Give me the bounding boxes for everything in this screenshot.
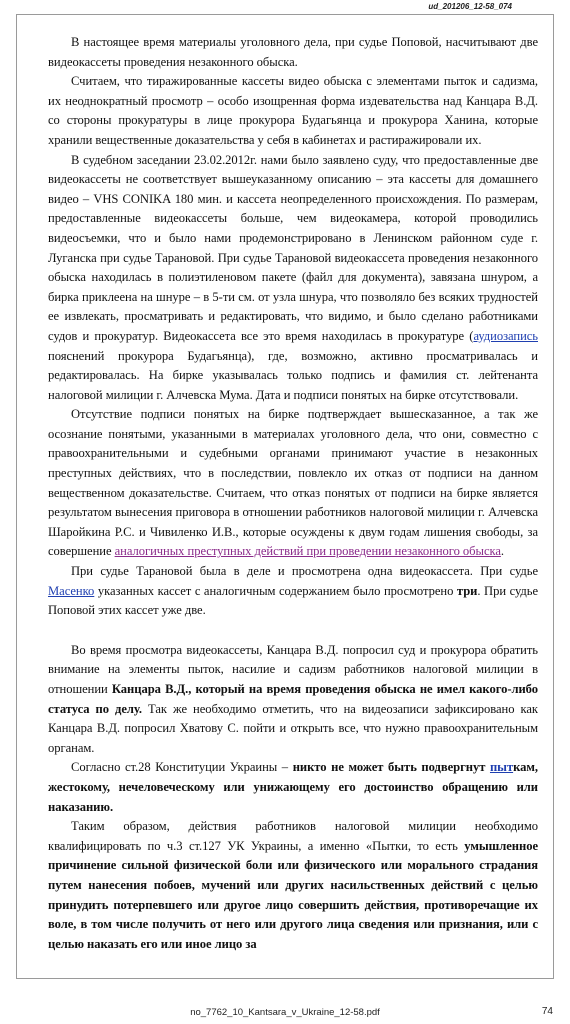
paragraph-6-text-b: Так же необходимо отметить, что на видеозаписи зафиксировано как Канцара В.Д. попросил Хватову С. пойти и открыть все, что нужно правоохранительным органам. [48, 701, 538, 755]
paragraph-6 [48, 641, 538, 759]
paragraph-8 [48, 817, 538, 954]
paragraph-6-text-a: Во время просмотра видеокассеты, Канцара В.Д. попросил суд и прокурора обратить внимание на элементы пыток, насилие и садизм работников налоговой милиции в отношении [48, 642, 538, 696]
paragraph-3-text-a: В судебном заседании 23.02.2012г. нами было заявлено суду, что предоставленные две видеокассеты не соответствует вышеуказанному описанию – эта кассеты для домашнего видео – VHS CONIKA 180 мин. и кассета неопределенного происхождения. По размерам, предоставленные видеокассеты больше, чем видеокамера, которой проводились видеосъемки, что и было нами продемонстрировано в Ленинском районном суде г. Луганска при судье Тарановой. При судье Тарановой видеокассета проведения незаконного обыска находилась в полиэтиленовом пакете (файл для документа), завязана шнуром, а бирка приклеена на шнуре – в 5-ти см. от узла шнура, что позволяло без всяких трудностей ее извлекать, просматривать и редактировать, что видимо, и было сделано работниками судов и прокуратур. Видеокассета все это время находилась в прокуратуре ( [48, 152, 538, 343]
paragraph-5-text-c: . При судье Поповой этих кассет уже две. [48, 583, 538, 618]
torture-link[interactable]: пыт [489, 760, 514, 775]
footer-filename: no_7762_10_Kantsara_v_Ukraine_12-58.pdf [190, 1007, 380, 1018]
paragraph-4-text-a: Отсутствие подписи понятых на бирке подтверждает вышесказанное, а так же осознание понятыми, указанными в материалах уголовного дела, что они, совместно с правоохранительными и судебными органами принимают участие в незаконных преступных действиях, что в последствии, повлекло их отказ от подписи на данном вещественном доказательстве. Считаем, что отказ понятых от подписи на бирке является результатом вынесения приговора в отношении работников налоговой милиции г. Алчевска Шаройкина Р.С. и Чивиленко И.В., которые осуждены к двум годам лишения свободы, за совершение [48, 407, 538, 559]
document-stamp: ud_201206_12-58_074 [428, 2, 512, 11]
paragraph-5 [48, 562, 538, 621]
paragraph-8-bold: умышленное причинение сильной физической боли или физического или морального страдания путем нанесения побоев, мучений или других насильственных действий с целью принудить потерпевшего или другое лицо совершить действия, противоречащие их воле, в том числе получить от него или другого лица сведения или признания, или с целью наказать его или иное лицо за [48, 838, 538, 951]
masenko-link[interactable]: Масенко [48, 583, 95, 598]
paragraph-4-text-end: . [500, 544, 505, 559]
paragraph-8-text-a: Таким образом, действия работников налоговой милиции необходимо квалифицировать по ч.3 ст.127 УК Украины, а именно «Пытки, то есть [48, 819, 538, 853]
audio-record-link[interactable]: аудиозапись [473, 328, 538, 343]
paragraph-6-bold: Канцара В.Д., который на время проведения обыска не имел какого-либо статуса по делу. [48, 682, 539, 716]
page-number: 74 [541, 1006, 553, 1017]
paragraph-7 [48, 758, 538, 817]
paragraph-3 [48, 151, 538, 406]
paragraph-3-text-b: пояснений прокурора Будагьянца), где, возможно, активно просматривалась и редактировалась. На бирке указывалась только подпись и фамилия ст. лейтенанта налоговой милиции г. Алчевска Мума. Дата и подписи понятых на бирке отсутствовали. [48, 348, 538, 402]
paragraph-2: Считаем, что тиражированные кассеты видео обыска с элементами пыток и садизма, их неоднократный просмотр – особо изощренная форма издевательства над Канцара В.Д. со стороны прокуратуры в лице прокурора Будагьянца и прокурора Ханина, которые хранили вещественные доказательства у себя в кабинетах и растиражировали их. [48, 74, 538, 147]
paragraph-7-bold-a: никто не может быть подвергнут [292, 760, 490, 775]
paragraph-7-bold-b: кам, жестокому, нечеловеческому или унижающему его достоинство обращению или наказанию. [48, 760, 538, 814]
similar-crimes-link[interactable]: аналогичных преступных действий при проведении незаконного обыска [114, 544, 501, 559]
paragraph-4 [48, 405, 538, 562]
paragraph-5-bold: три [456, 583, 478, 598]
document-body [48, 33, 538, 954]
paragraph-7-text-a: Согласно ст.28 Конституции Украины – [71, 760, 293, 775]
paragraph-gap [48, 621, 538, 641]
paragraph-5-text-a: При судье Тарановой была в деле и просмотрена одна видеокассета. При судье [71, 564, 538, 579]
paragraph-5-text-b: указанных кассет с аналогичным содержанием было просмотрено [94, 583, 457, 598]
paragraph-1: В настоящее время материалы уголовного дела, при судье Поповой, насчитывают две видеокассеты проведения незаконного обыска. [48, 35, 538, 69]
